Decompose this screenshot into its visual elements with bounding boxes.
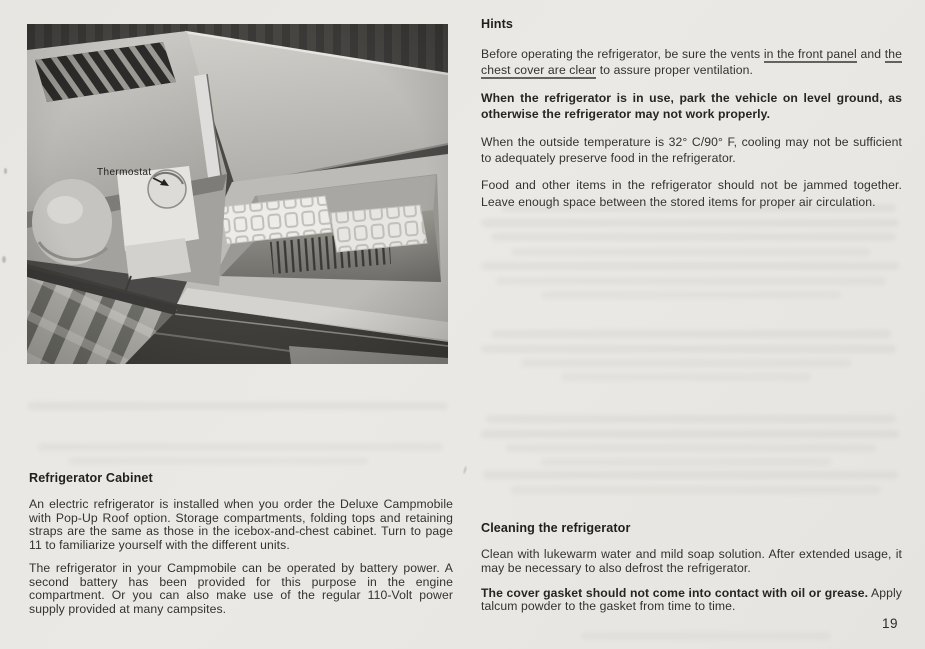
page-number: 19 [881,616,898,631]
bleed-through-line [483,471,898,479]
bleed-through-line [481,345,896,353]
bleed-through-line [28,402,448,410]
section-hints [481,17,902,221]
cabinet-paragraph-battery: The refrigerator in your Campmobile can be operated by battery power. A second battery has been provided for this purpose in the engine compartment. Or you can also make use of the regular 110-Volt power supply provided at many campsites. [29,561,453,616]
bleed-through-line [68,457,368,465]
bleed-through-line [581,632,831,640]
bleed-through-line [541,291,841,299]
bleed-through-line [511,248,871,256]
bleed-through-line [541,458,831,466]
hints-paragraph-level-ground: When the refrigerator is in use, park the vehicle on level ground, as otherwise the refrigerator may not work properly. [481,90,902,122]
section-cleaning [481,521,902,625]
hints-paragraph-temperature: When the outside temperature is 32° C/90° F, cooling may not be sufficient to adequately preserve food in the refrigerator. [481,134,902,166]
bleed-through-line [481,430,899,438]
cleaning-heading: Cleaning the refrigerator [481,521,631,535]
cabinet-paragraph-deluxe: An electric refrigerator is installed when you order the Deluxe Campmobile with Pop-Up Roof option. Storage compartments, folding tops and retaining straps are the same as those in the icebox-and-chest cabinet. Turn to page 11 to familiarize yourself with the different units. [29,497,453,552]
bleed-through-line [481,262,899,270]
bleed-through-line [521,359,851,367]
paper-speck [463,466,467,474]
refrigerator-photo-illustration [27,24,448,364]
bleed-through-line [496,277,886,285]
refrigerator-cabinet-heading: Refrigerator Cabinet [29,471,153,485]
cleaning-paragraph-soap: Clean with lukewarm water and mild soap solution. After extended usage, it may be necessary to also defrost the refrigerator. [481,547,902,575]
bleed-through-line [511,486,881,494]
hints-paragraph-ventilation: Before operating the refrigerator, be sure the vents in the front panel and the chest cover are clear to assure proper ventilation. [481,47,902,78]
cleaning-paragraph-gasket: The cover gasket should not come into contact with oil or grease. Apply talcum powder to the gasket from time to time. [481,585,902,614]
paper-speck [4,168,7,174]
photo-vignette [27,24,448,364]
bleed-through-line [486,415,896,423]
hints-paragraph-air-circulation: Food and other items in the refrigerator should not be jammed together. Leave enough space between the stored items for proper air circulation. [481,178,902,209]
bleed-through-line [38,443,443,451]
paper-speck [2,256,6,263]
section-refrigerator-cabinet [29,471,453,626]
hints-heading: Hints [481,17,513,31]
bleed-through-line [561,373,811,381]
underlined-phrase-front-panel: in the front panel [763,47,857,61]
underlined-phrase-chest-cover: the chest cover are clear [481,47,902,78]
bleed-through-line [491,330,891,338]
bleed-through-line [491,233,896,241]
bleed-through-line [506,444,876,452]
refrigerator-photo [27,24,448,364]
